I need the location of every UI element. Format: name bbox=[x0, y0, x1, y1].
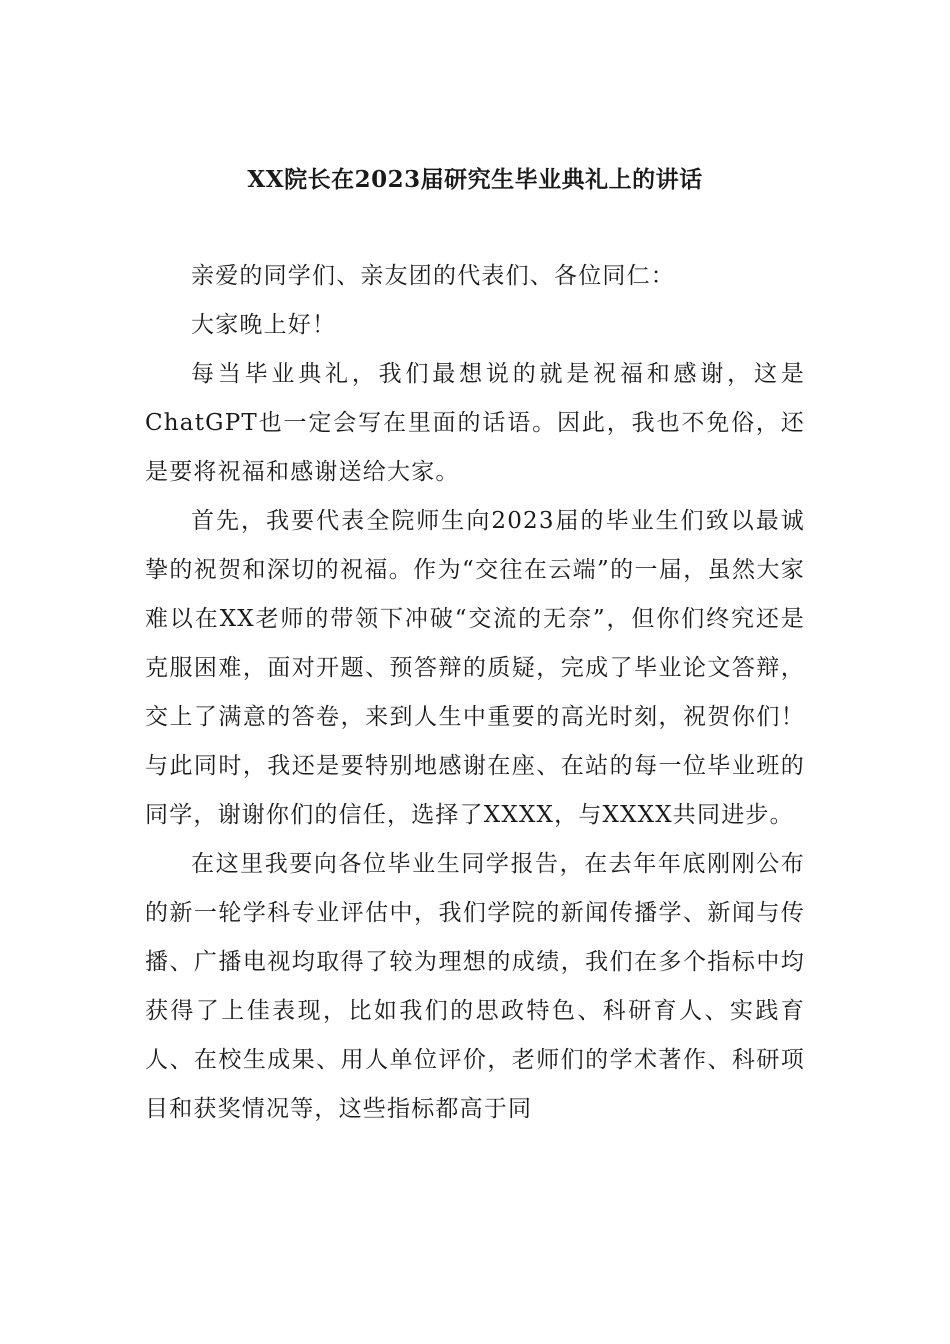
paragraph-salutation: 亲爱的同学们、亲友团的代表们、各位同仁： bbox=[191, 263, 675, 289]
paragraph: 在这里我要向各位毕业生同学报告，在去年年底刚刚公布的新一轮学科专业评估中，我们学院的新闻传播学、新闻与传播、广播电视均取得了较为理想的成绩，我们在多个指标中均获得了上佳表现，比如我们的思政特色、科研育人、实践育人、在校生成果、用人单位评价，老师们的学术著作、科研项目和获奖情况等，这些指标都高于同 bbox=[145, 851, 805, 1122]
document-body bbox=[145, 252, 805, 1134]
paragraph-greeting: 大家晚上好！ bbox=[191, 312, 337, 338]
document-title: XX院长在2023届研究生毕业典礼上的讲话 bbox=[247, 166, 703, 193]
paragraph: 首先，我要代表全院师生向2023届的毕业生们致以最诚挚的祝贺和深切的祝福。作为“交往在云端”的一届，虽然大家难以在XX老师的带领下冲破“交流的无奈”，但你们终究还是克服困难，面对开题、预答辩的质疑，完成了毕业论文答辩，交上了满意的答卷，来到人生中重要的高光时刻，祝贺你们！与此同时，我还是要特别地感谢在座、在站的每一位毕业班的同学，谢谢你们的信任，选择了XXXX，与XXXX共同进步。 bbox=[145, 508, 805, 828]
paragraph: 每当毕业典礼，我们最想说的就是祝福和感谢，这是ChatGPT也一定会写在里面的话语。因此，我也不免俗，还是要将祝福和感谢送给大家。 bbox=[145, 361, 805, 485]
